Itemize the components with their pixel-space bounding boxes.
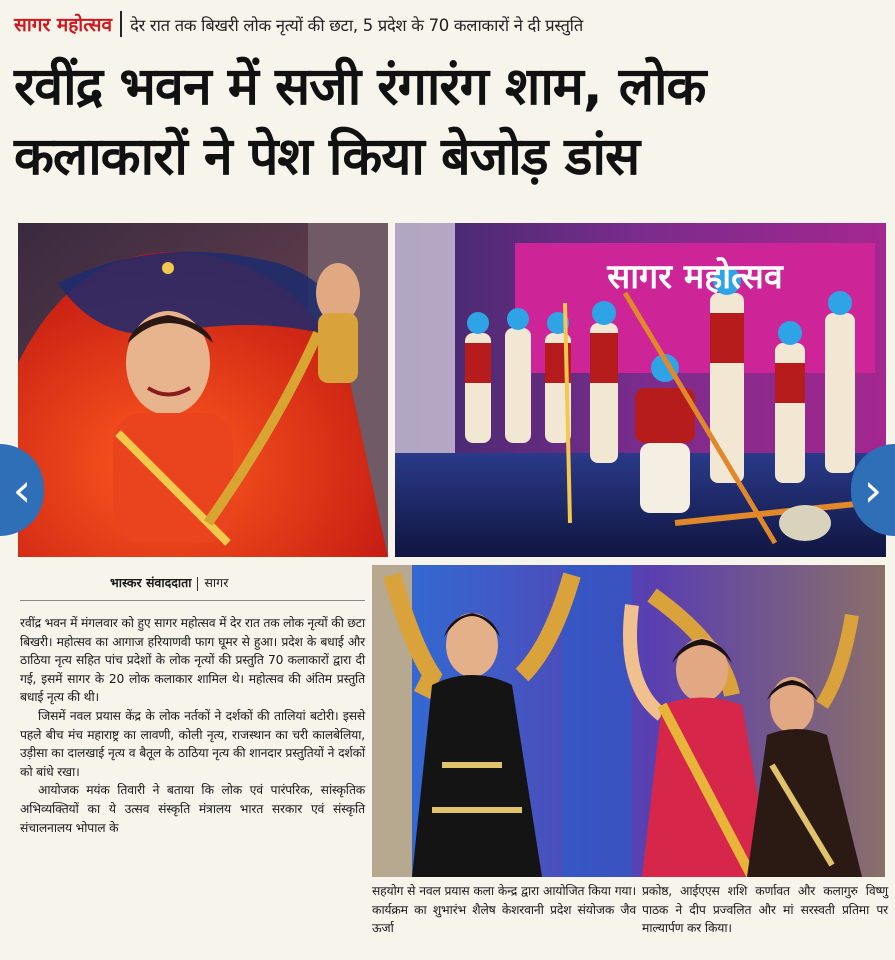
article-paragraph-3: आयोजक मयंक तिवारी ने बताया कि लोक एवं पारंपरिक, सांस्कृतिक अभिव्यक्तियों का ये उत्सव संस्कृति मंत्रालय भारत सरकार एवं संस्कृति संचालनालय भोपाल के: [20, 783, 365, 835]
kicker-divider: [120, 11, 122, 37]
kicker-row: [14, 6, 884, 42]
article-paragraph-4: सहयोग से नवल प्रयास कला केन्द्र द्वारा आयोजित किया गया। कार्यक्रम का शुभारंभ शैलेष केशरवानी प्रदेश संयोजक जैव ऊर्जा: [372, 884, 636, 936]
article-column-3: [642, 882, 888, 938]
chevron-left-icon: ‹: [12, 463, 32, 517]
chevron-right-icon: ›: [863, 463, 883, 517]
byline-city: सागर: [204, 575, 229, 590]
headline-line-2: कलाकारों ने पेश किया बेजोड़ डांस: [14, 127, 640, 187]
article-paragraph-2: जिसमें नवल प्रयास केंद्र के लोक नर्तकों ने दर्शकों की तालियां बटोरी। इससे पहले बीच मंच महाराष्ट्र का लावणी, कोली नृत्य, राजस्थान का चरी कालबेलिया, उड़ीसा का दालखाई नृत्य व बैतूल के ठाठिया नृत्य की शानदार प्रस्तुतियों ने दर्शकों को बांधे रखा।: [20, 708, 365, 779]
byline-divider: [197, 577, 198, 591]
byline-reporter: भास्कर संवाददाता: [110, 575, 192, 590]
headline-line-1: रवींद्र भवन में सजी रंगारंग शाम, लोक: [14, 57, 706, 117]
section-kicker: सागर महोत्सव: [14, 14, 113, 36]
photo-group-stage: [395, 223, 886, 557]
article-column-1: [20, 614, 365, 837]
article-paragraph-1: रवींद्र भवन में मंगलवार को हुए सागर महोत्सव में देर रात तक लोक नृत्यों की छटा बिखरी। महोत्सव का आगाज हरियाणवी फाग घूमर से हुआ। प्रदेश के बधाई और ठाठिया नृत्य सहित पांच प्रदेशों के लोक नृत्यों की प्रस्तुति 70 कलाकारों द्वारा दी गई, इसमें सागर के 20 लोक कलाकार शामिल थे। महोत्सव की अंतिम प्रस्तुति बधाई नृत्य की थी।: [20, 616, 365, 705]
article-column-2: [372, 882, 636, 938]
photo-veil-dancer: [18, 223, 388, 557]
stage-banner-text: सागर महोत्सव: [607, 257, 783, 297]
headline: [14, 52, 886, 192]
article-paragraph-5: प्रकोष्ठ, आईएएस शशि कर्णावत और कलागुरु विष्णु पाठक ने दीप प्रज्वलित और मां सरस्वती प्रतिमा पर माल्यार्पण कर किया।: [642, 884, 888, 936]
byline: [110, 574, 228, 591]
photo-women-dancers: [372, 565, 885, 877]
byline-rule: [20, 600, 365, 601]
strap-headline: देर रात तक बिखरी लोक नृत्यों की छटा, 5 प्रदेश के 70 कलाकारों ने दी प्रस्तुति: [130, 15, 583, 35]
